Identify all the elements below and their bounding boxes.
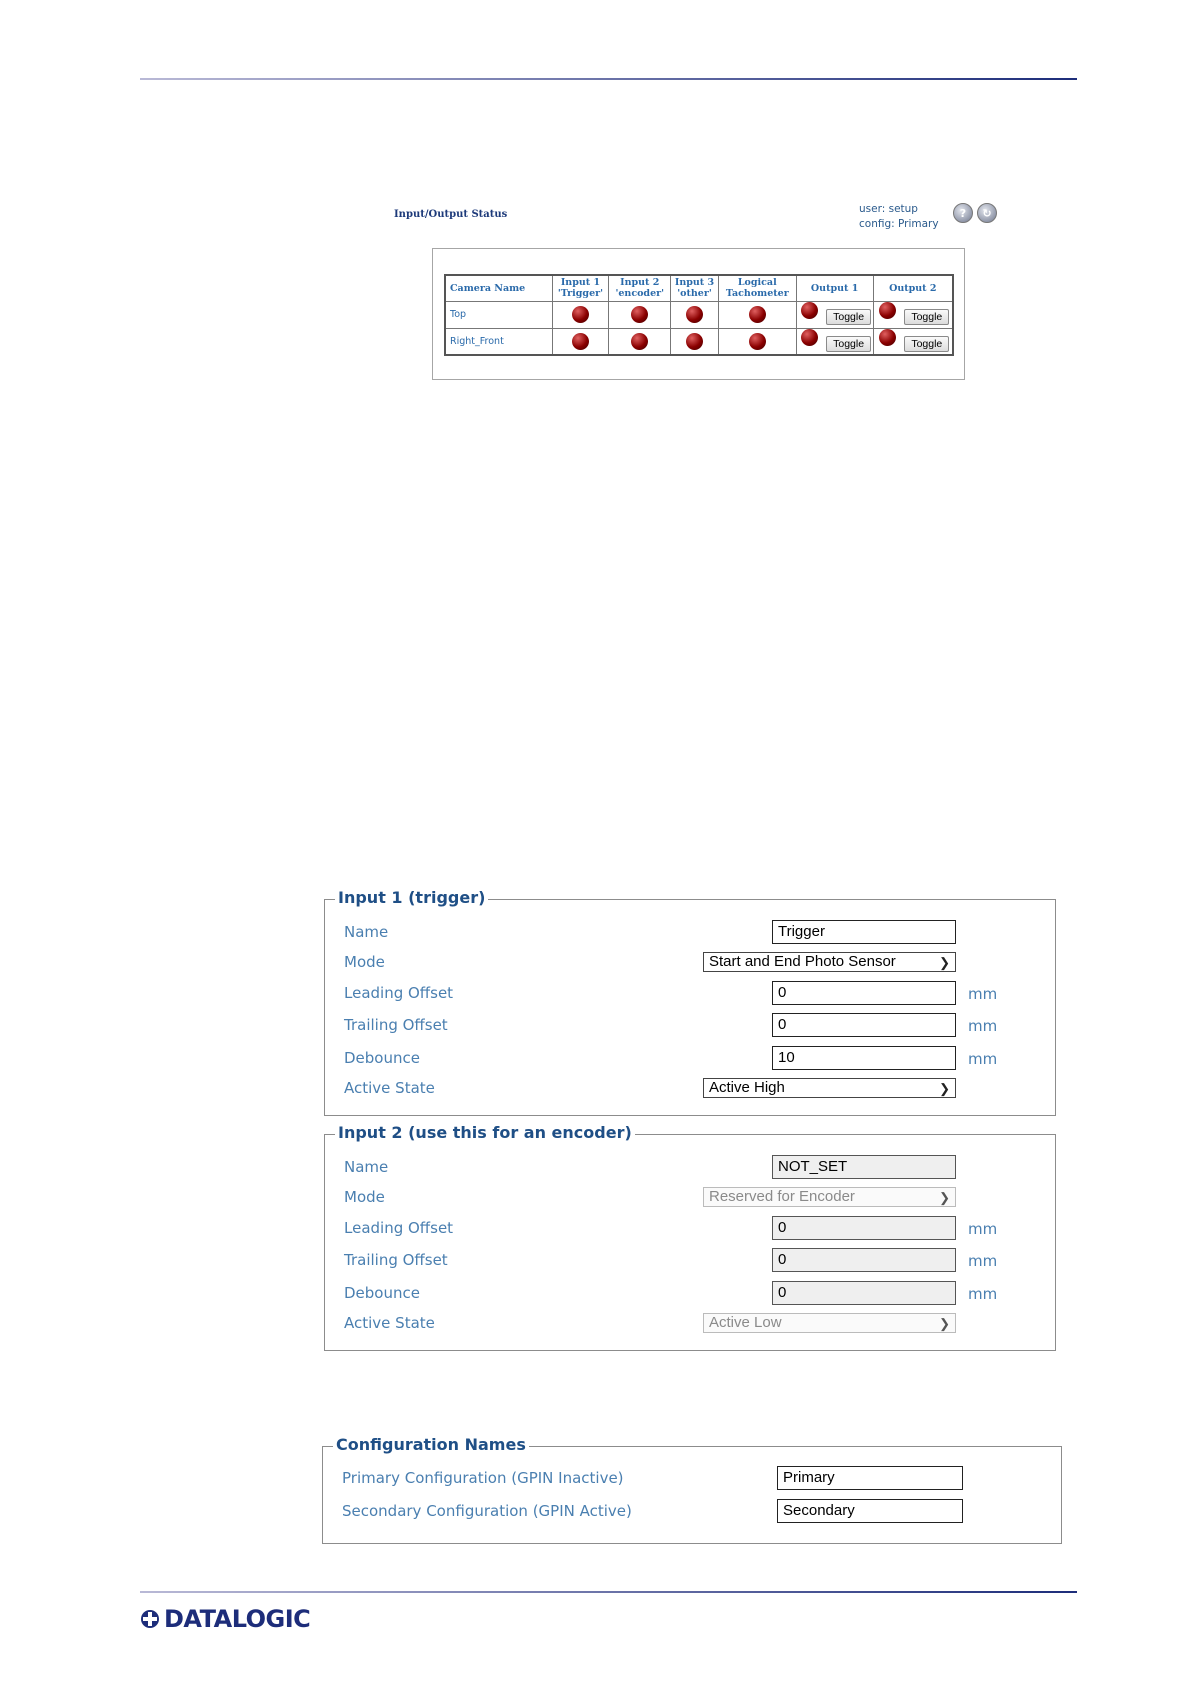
input2-leading-offset-label: Leading Offset <box>344 1219 454 1237</box>
input2-debounce-label: Debounce <box>344 1284 420 1302</box>
output2-cell <box>873 301 953 328</box>
secondary-config-label: Secondary Configuration (GPIN Active) <box>342 1502 632 1520</box>
input1-leading-unit: mm <box>968 985 998 1003</box>
input1-name-input[interactable]: Trigger <box>772 920 956 944</box>
input2-trailing-unit: mm <box>968 1252 998 1270</box>
led-indicator <box>749 306 766 323</box>
input1-name-label: Name <box>344 923 389 941</box>
led-indicator <box>631 306 648 323</box>
input1-mode-select[interactable]: Start and End Photo Sensor ❯ <box>703 952 956 972</box>
led-indicator <box>686 333 703 350</box>
chevron-down-icon: ❯ <box>939 1316 950 1331</box>
logical-cell <box>718 328 796 355</box>
refresh-icon[interactable]: ↻ <box>977 203 997 223</box>
col-input2: Input 2 'encoder' <box>609 275 671 301</box>
input1-cell <box>552 301 609 328</box>
input1-fieldset <box>324 888 1056 1116</box>
datalogic-logo-mark-icon <box>140 1609 160 1629</box>
input2-trailing-offset-input[interactable]: 0 <box>772 1248 956 1272</box>
input2-leading-unit: mm <box>968 1220 998 1238</box>
input2-name-input[interactable]: NOT_SET <box>772 1155 956 1179</box>
input1-trailing-offset-input[interactable]: 0 <box>772 1013 956 1037</box>
footer-rule <box>140 1591 1077 1593</box>
input1-cell <box>552 328 609 355</box>
user-line: user: setup <box>859 203 918 215</box>
toggle-output2-button[interactable]: Toggle <box>904 336 949 352</box>
led-indicator <box>801 302 818 319</box>
input2-active-state-select[interactable]: Active Low ❯ <box>703 1313 956 1333</box>
input2-debounce-unit: mm <box>968 1285 998 1303</box>
table-row <box>445 328 953 355</box>
input1-leading-offset-label: Leading Offset <box>344 984 454 1002</box>
io-status-table <box>444 274 954 356</box>
input2-mode-select[interactable]: Reserved for Encoder ❯ <box>703 1187 956 1207</box>
led-indicator <box>879 302 896 319</box>
chevron-down-icon: ❯ <box>939 955 950 970</box>
datalogic-logo <box>140 1605 310 1633</box>
input1-debounce-input[interactable]: 10 <box>772 1046 956 1070</box>
input2-cell <box>609 301 671 328</box>
output1-cell <box>796 301 873 328</box>
input2-leading-offset-input[interactable]: 0 <box>772 1216 956 1240</box>
primary-config-input[interactable]: Primary <box>777 1466 963 1490</box>
input2-active-state-label: Active State <box>344 1314 435 1332</box>
led-indicator <box>749 333 766 350</box>
camera-name-cell: Right_Front <box>445 328 552 355</box>
header-rule <box>140 78 1077 80</box>
chevron-down-icon: ❯ <box>939 1190 950 1205</box>
input3-cell <box>671 301 719 328</box>
col-input1: Input 1 'Trigger' <box>552 275 609 301</box>
input1-trailing-offset-label: Trailing Offset <box>344 1016 448 1034</box>
table-row <box>445 301 953 328</box>
input1-mode-label: Mode <box>344 953 385 971</box>
input2-trailing-offset-label: Trailing Offset <box>344 1251 448 1269</box>
help-icon[interactable]: ? <box>953 203 973 223</box>
config-names-fieldset <box>322 1435 1062 1544</box>
secondary-config-input[interactable]: Secondary <box>777 1499 963 1523</box>
output1-cell <box>796 328 873 355</box>
col-camera-name: Camera Name <box>445 275 552 301</box>
io-status-title: Input/Output Status <box>394 209 508 220</box>
col-output1: Output 1 <box>796 275 873 301</box>
io-header-row <box>445 275 953 301</box>
toggle-output1-button[interactable]: Toggle <box>826 309 871 325</box>
input1-debounce-unit: mm <box>968 1050 998 1068</box>
toggle-output2-button[interactable]: Toggle <box>904 309 949 325</box>
primary-config-label: Primary Configuration (GPIN Inactive) <box>342 1469 624 1487</box>
user-info <box>859 202 939 232</box>
input2-mode-label: Mode <box>344 1188 385 1206</box>
led-indicator <box>879 329 896 346</box>
input1-debounce-label: Debounce <box>344 1049 420 1067</box>
input2-legend: Input 2 (use this for an encoder) <box>335 1123 635 1142</box>
led-indicator <box>801 329 818 346</box>
input3-cell <box>671 328 719 355</box>
input1-legend: Input 1 (trigger) <box>335 888 488 907</box>
input1-leading-offset-input[interactable]: 0 <box>772 981 956 1005</box>
col-output2: Output 2 <box>873 275 953 301</box>
input2-fieldset <box>324 1123 1056 1351</box>
led-indicator <box>686 306 703 323</box>
col-input3: Input 3 'other' <box>671 275 719 301</box>
led-indicator <box>572 333 589 350</box>
chevron-down-icon: ❯ <box>939 1081 950 1096</box>
camera-name-cell: Top <box>445 301 552 328</box>
logical-cell <box>718 301 796 328</box>
output2-cell <box>873 328 953 355</box>
input2-debounce-input[interactable]: 0 <box>772 1281 956 1305</box>
input1-active-state-select[interactable]: Active High ❯ <box>703 1078 956 1098</box>
config-line: config: Primary <box>859 218 939 230</box>
toggle-output1-button[interactable]: Toggle <box>826 336 871 352</box>
input1-active-state-label: Active State <box>344 1079 435 1097</box>
col-logical-tachometer: Logical Tachometer <box>718 275 796 301</box>
input2-cell <box>609 328 671 355</box>
led-indicator <box>631 333 648 350</box>
input2-name-label: Name <box>344 1158 389 1176</box>
led-indicator <box>572 306 589 323</box>
input1-trailing-unit: mm <box>968 1017 998 1035</box>
logo-text: DATALOGIC <box>164 1605 311 1633</box>
config-names-legend: Configuration Names <box>333 1435 529 1454</box>
